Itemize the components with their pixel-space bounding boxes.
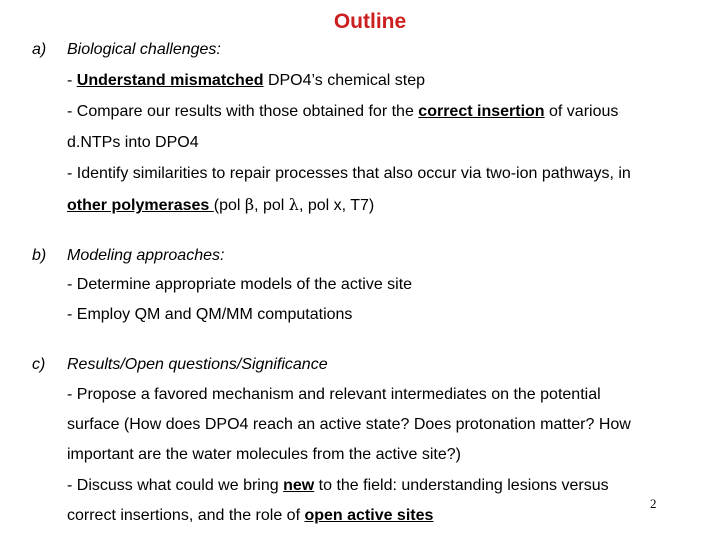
section-c-line-3: important are the water molecules from the active site?)	[67, 446, 461, 463]
section-a-heading: Biological challenges:	[67, 41, 221, 58]
section-b-line-1: - Determine appropriate models of the active site	[67, 276, 413, 293]
line-text: correct insertions, and the role of	[67, 507, 305, 524]
underlined-text: open active sites	[304, 507, 434, 524]
section-a-line-1	[67, 72, 425, 90]
line-text: -	[67, 72, 77, 89]
section-b-line-2: - Employ QM and QM/MM computations	[67, 306, 353, 323]
line-text: to the field: understanding lesions versus	[314, 477, 609, 494]
page-number: 2	[650, 496, 657, 511]
section-a-line-5	[67, 195, 374, 215]
section-c-line-1: - Propose a favored mechanism and relevant intermediates on the potential	[67, 386, 601, 403]
section-a-label: a)	[32, 41, 47, 58]
slide-title: Outline	[333, 10, 407, 33]
underlined-text: other polymerases	[67, 197, 214, 214]
line-text: , pol x, T7)	[298, 197, 375, 214]
line-text: of various	[544, 103, 619, 120]
line-text: DPO4’s chemical step	[263, 72, 426, 89]
section-c-heading: Results/Open questions/Significance	[67, 356, 328, 373]
section-a-line-3: d.NTPs into DPO4	[67, 134, 199, 151]
section-c-line-2: surface (How does DPO4 reach an active state? Does protonation matter? How	[67, 416, 631, 433]
section-b-heading: Modeling approaches:	[67, 247, 225, 264]
underlined-text: Understand mismatched	[76, 72, 264, 89]
section-a-line-4: - Identify similarities to repair processes that also occur via two-ion pathways, in	[67, 165, 631, 182]
section-c-label: c)	[32, 356, 46, 373]
underlined-text: new	[283, 477, 315, 494]
line-text: - Compare our results with those obtained for the	[67, 103, 419, 120]
section-c-line-5	[67, 507, 433, 525]
section-c-line-4	[67, 477, 609, 495]
greek-lambda: λ	[288, 195, 299, 214]
section-b-label: b)	[32, 247, 47, 264]
greek-beta: β	[244, 195, 255, 214]
line-text: (pol	[213, 197, 245, 214]
section-a-line-2	[67, 103, 618, 121]
line-text: , pol	[254, 197, 289, 214]
underlined-text: correct insertion	[418, 103, 545, 120]
line-text: - Discuss what could we bring	[67, 477, 284, 494]
